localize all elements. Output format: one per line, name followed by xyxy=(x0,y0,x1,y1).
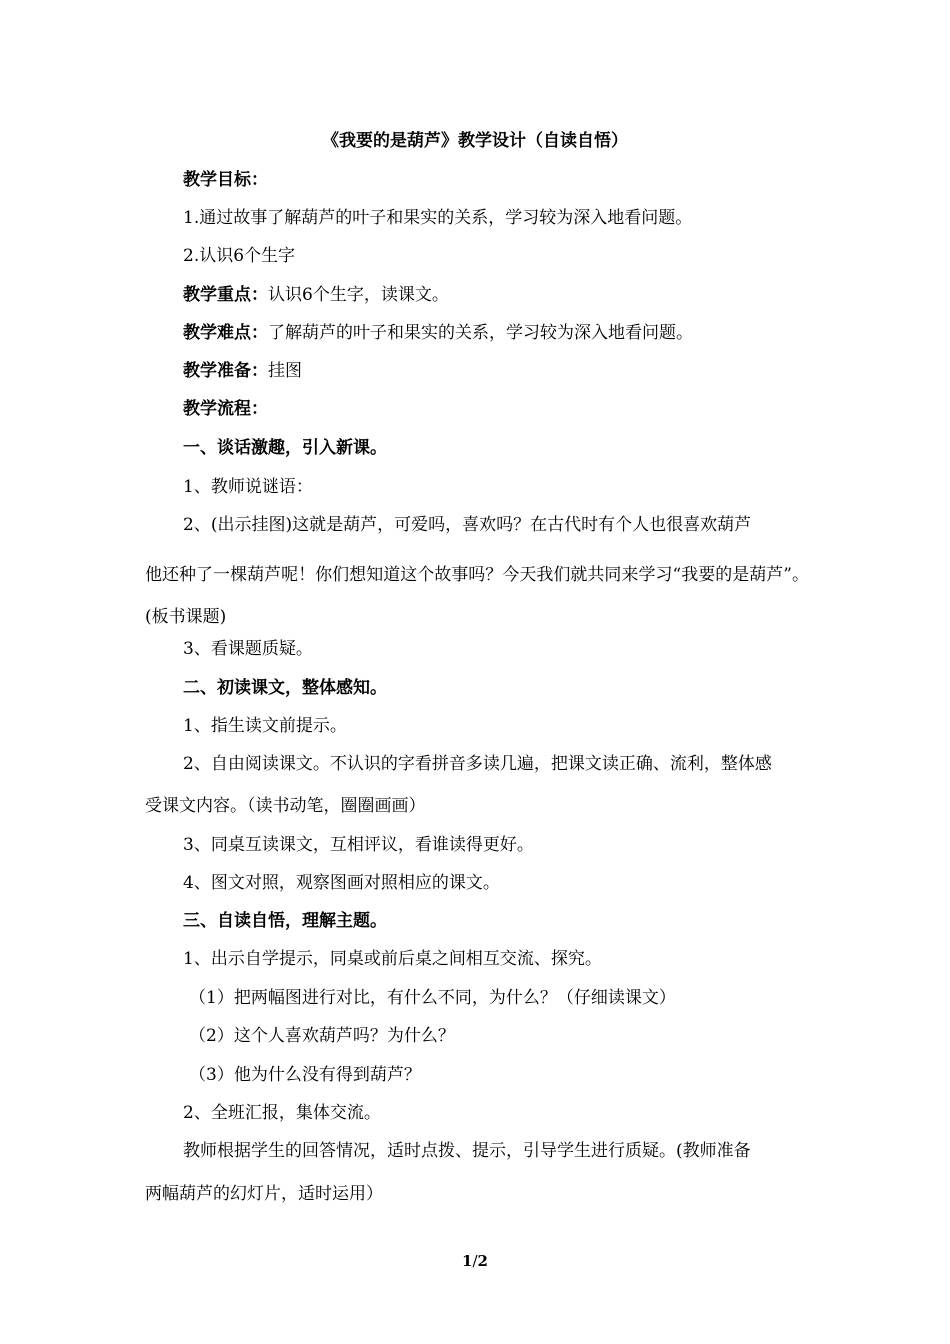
page-number xyxy=(0,1251,950,1271)
section2-item-4: 4、图文对照，观察图画对照相应的课文。 xyxy=(183,873,500,893)
key-point-label: 教学重点： xyxy=(183,285,268,305)
difficulty-label: 教学难点： xyxy=(183,323,268,343)
section3-item-1: 1、出示自学提示，同桌或前后桌之间相互交流、探究。 xyxy=(183,949,602,969)
page-total: 2 xyxy=(477,1252,488,1270)
section2-item-3: 3、同桌互读课文，互相评议，看谁读得更好。 xyxy=(183,835,534,855)
document-title: 《我要的是葫芦》教学设计（自读自悟） xyxy=(322,131,628,151)
difficulty-paragraph xyxy=(183,321,693,345)
section2-item-2-continuation: 受课文内容。（读书动笔，圈圈画画） xyxy=(145,796,426,816)
objectives-label: 教学目标： xyxy=(183,170,268,190)
prep-paragraph xyxy=(183,359,302,383)
section1-item-1: 1、教师说谜语： xyxy=(183,477,313,497)
section3-item-3-first-line: 教师根据学生的回答情况，适时点拨、提示，引导学生进行质疑。(教师准备 xyxy=(183,1141,751,1161)
objective-item-1: 1.通过故事了解葫芦的叶子和果实的关系，学习较为深入地看问题。 xyxy=(183,208,693,228)
page-current: 1 xyxy=(462,1252,473,1270)
process-label: 教学流程： xyxy=(183,399,268,419)
key-point-text: 认识6个生字，读课文。 xyxy=(268,285,449,305)
section2-heading: 二、初读课文，整体感知。 xyxy=(183,678,387,698)
section3-item-2: 2、全班汇报，集体交流。 xyxy=(183,1103,381,1123)
section3-question-2: （2）这个人喜欢葫芦吗？为什么？ xyxy=(189,1026,455,1046)
prep-label: 教学准备： xyxy=(183,361,268,381)
section3-item-3-continuation: 两幅葫芦的幻灯片，适时运用） xyxy=(145,1184,383,1204)
difficulty-text: 了解葫芦的叶子和果实的关系，学习较为深入地看问题。 xyxy=(268,323,693,343)
prep-text: 挂图 xyxy=(268,361,302,381)
section1-item-3: 3、看课题质疑。 xyxy=(183,639,313,659)
section3-question-1: （1）把两幅图进行对比，有什么不同，为什么？（仔细读课文） xyxy=(189,988,676,1008)
key-point-paragraph xyxy=(183,283,449,307)
section1-item-2-continuation: 他还种了一棵葫芦呢！你们想知道这个故事吗？今天我们就共同来学习“我要的是葫芦”。(板书课题) xyxy=(145,565,809,627)
page-separator: / xyxy=(472,1252,478,1270)
objective-item-2: 2.认识6个生字 xyxy=(183,246,296,266)
section2-item-2-first-line: 2、自由阅读课文。不认识的字看拼音多读几遍，把课文读正确、流利，整体感 xyxy=(183,754,772,774)
section3-heading: 三、自读自悟，理解主题。 xyxy=(183,911,387,931)
section3-question-3: （3）他为什么没有得到葫芦？ xyxy=(189,1065,421,1085)
section1-item-2-first-line: 2、(出示挂图)这就是葫芦，可爱吗，喜欢吗？在古代时有个人也很喜欢葫芦 xyxy=(183,515,752,535)
section1-heading: 一、谈话激趣，引入新课。 xyxy=(183,438,387,458)
section2-item-1: 1、指生读文前提示。 xyxy=(183,716,347,736)
